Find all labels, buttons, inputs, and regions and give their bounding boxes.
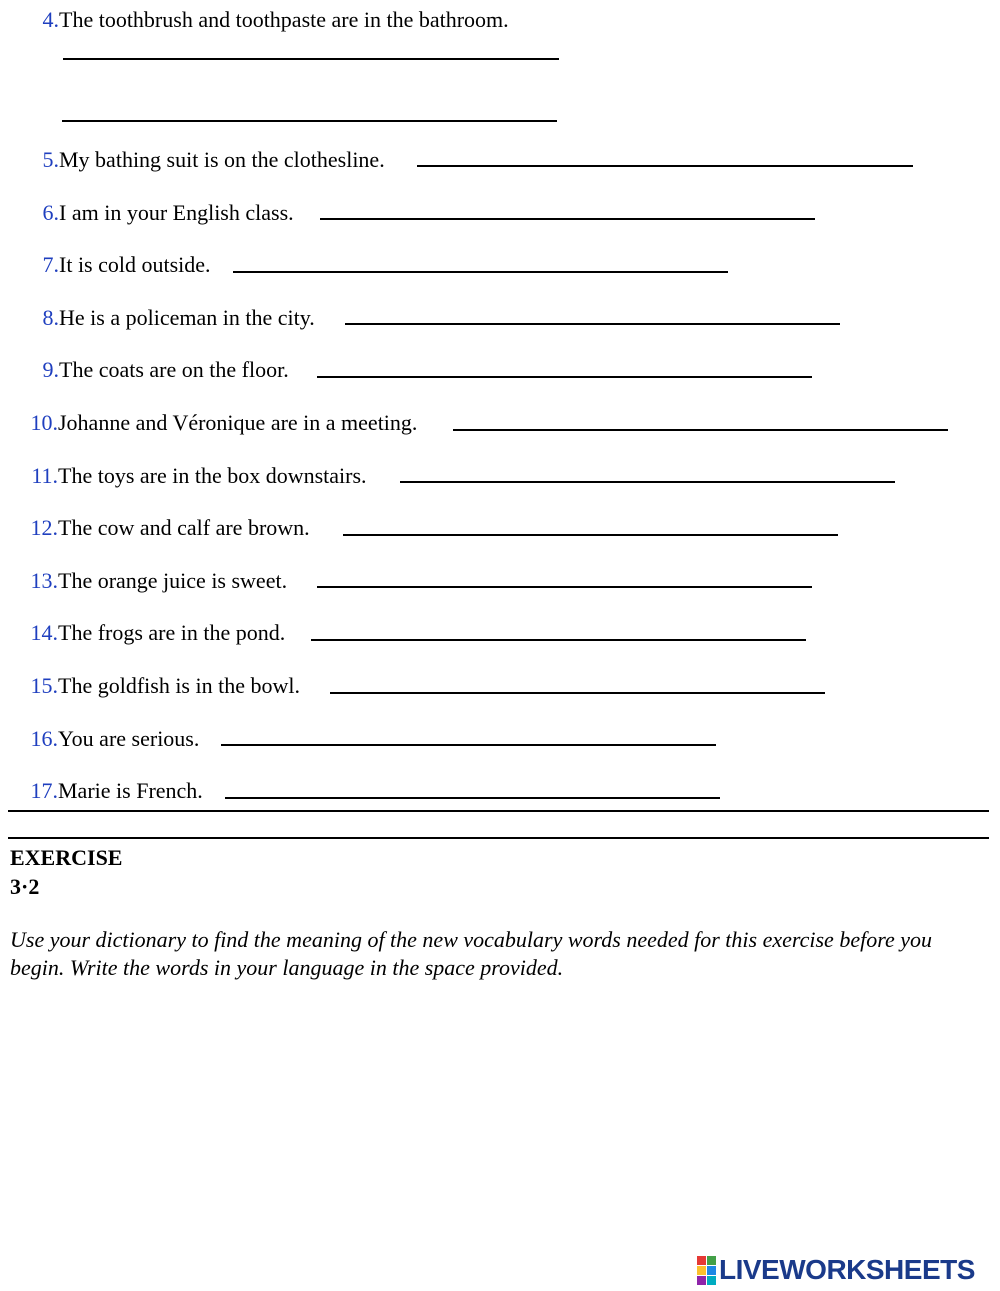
exercise-item — [30, 726, 200, 752]
exercise-item — [42, 305, 315, 331]
liveworksheets-logo — [697, 1255, 975, 1285]
answer-line[interactable] — [317, 376, 812, 378]
exercise-item — [31, 463, 367, 489]
item-number: 14. — [30, 620, 58, 645]
item-sentence: The toys are in the box downstairs. — [58, 463, 367, 488]
divider — [8, 810, 989, 812]
answer-line[interactable] — [453, 429, 948, 431]
answer-line[interactable] — [320, 218, 815, 220]
exercise-item — [30, 568, 288, 594]
item-number: 6. — [42, 200, 59, 225]
exercise-item — [42, 357, 289, 383]
exercise-item — [42, 252, 211, 278]
item-sentence: I am in your English class. — [59, 200, 294, 225]
item-sentence: Johanne and Véronique are in a meeting. — [58, 410, 418, 435]
item-number: 16. — [30, 726, 58, 751]
logo-blocks-icon — [697, 1256, 716, 1285]
answer-line[interactable] — [62, 120, 557, 122]
item-sentence: It is cold outside. — [59, 252, 211, 277]
item-number: 13. — [30, 568, 58, 593]
item-sentence: The toothbrush and toothpaste are in the bathroom. — [59, 7, 509, 32]
divider — [8, 837, 989, 839]
exercise-item — [42, 7, 509, 33]
item-number: 4. — [42, 7, 59, 32]
item-sentence: My bathing suit is on the clothesline. — [59, 147, 385, 172]
item-number: 5. — [42, 147, 59, 172]
item-sentence: The frogs are in the pond. — [58, 620, 286, 645]
answer-line[interactable] — [330, 692, 825, 694]
item-number: 15. — [30, 673, 58, 698]
exercise-item — [30, 620, 286, 646]
answer-line[interactable] — [343, 534, 838, 536]
exercise-instructions: Use your dictionary to find the meaning of the new vocabulary words needed for this exercise before you begin. Write the words in your language in the space provided. — [10, 927, 932, 980]
item-number: 9. — [42, 357, 59, 382]
item-number: 17. — [30, 778, 58, 803]
answer-line[interactable] — [317, 586, 812, 588]
item-sentence: The orange juice is sweet. — [58, 568, 288, 593]
brand-name: LIVEWORKSHEETS — [719, 1254, 975, 1285]
item-sentence: You are serious. — [58, 726, 200, 751]
item-number: 11. — [31, 463, 58, 488]
item-number: 10. — [30, 410, 58, 435]
exercise-item — [42, 147, 385, 173]
exercise-item — [30, 778, 203, 804]
exercise-item — [30, 410, 418, 436]
item-number: 8. — [42, 305, 59, 330]
exercise-label: EXERCISE — [10, 845, 123, 870]
exercise-item — [30, 515, 310, 541]
answer-line[interactable] — [311, 639, 806, 641]
answer-line[interactable] — [345, 323, 840, 325]
item-sentence: The coats are on the floor. — [59, 357, 289, 382]
exercise-item — [30, 673, 300, 699]
item-number: 7. — [42, 252, 59, 277]
item-sentence: The goldfish is in the bowl. — [58, 673, 300, 698]
answer-line[interactable] — [400, 481, 895, 483]
answer-line[interactable] — [233, 271, 728, 273]
answer-line[interactable] — [63, 58, 559, 60]
exercise-item — [42, 200, 294, 226]
answer-line[interactable] — [221, 744, 716, 746]
answer-line[interactable] — [417, 165, 913, 167]
item-sentence: He is a policeman in the city. — [59, 305, 315, 330]
exercise-number: 3·2 — [10, 874, 40, 899]
item-sentence: The cow and calf are brown. — [58, 515, 310, 540]
item-number: 12. — [30, 515, 58, 540]
item-sentence: Marie is French. — [58, 778, 203, 803]
answer-line[interactable] — [225, 797, 720, 799]
